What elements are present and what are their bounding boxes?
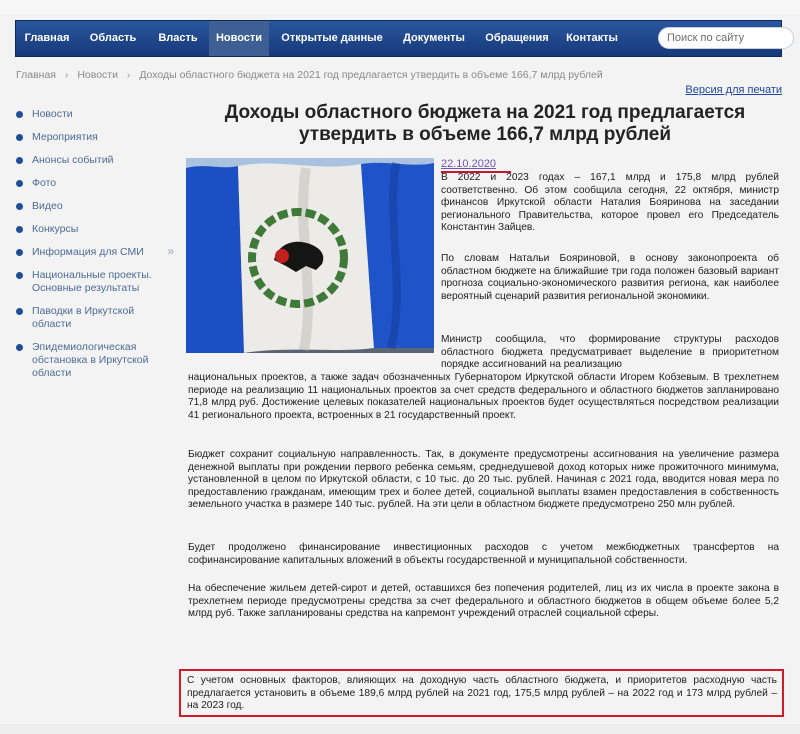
article-paragraph-6: На обеспечение жильем детей-сирот и детей, оставшихся без попечения родителей, лиц из их числа в проекте закона в трехлетнем периоде предусмотрены средства за счет федерального и областного бюджетов в общем объеме более 5,2 млрд руб. Также запланированы средства на капремонт учреждений отраслей социальной сферы. xyxy=(188,583,779,620)
double-chevron-right-icon: » xyxy=(167,244,174,258)
sidebar-item-label: Информация для СМИ xyxy=(32,246,144,258)
article-paragraph-4: Бюджет сохранит социальную направленность. Так, в документе предусмотрены ассигнования на увеличение размера денежной выплаты при рождении первого ребенка семьям, среднедушевой доход которых ниже прожиточного минимума, установленной в целом по Иркутской области, с 10 тыс. до 20 тыс. рублей. Начиная с 2021 года, вводится новая мера по предоставлению гражданам, имеющим трех и более детей, социальной выплаты взамен предоставления в собственность земельного участка в размере 140 тыс. рублей. На эти цели в областном бюджете предусмотрено 250 млн рублей. xyxy=(188,449,779,511)
bullet-icon xyxy=(16,157,23,164)
breadcrumb-separator: › xyxy=(64,69,69,81)
nav-item-region[interactable]: Область xyxy=(89,32,137,44)
sidebar-item-events[interactable] xyxy=(16,131,176,144)
sidebar-item-label: Видео xyxy=(32,200,63,212)
sidebar-item-label: Фото xyxy=(32,177,57,189)
article-paragraph-7: С учетом основных факторов, влияющих на доходную часть областного бюджета, и приоритетов расходную часть предлагается установить в объеме 189,6 млрд рублей на 2021 год, 175,5 млрд рублей – на 2022 год и 173 млрд рублей – на 2023 год. xyxy=(187,675,777,712)
sidebar-item-label: Эпидемиологическая обстановка в Иркутской области xyxy=(32,341,149,379)
sidebar-item-label: Конкурсы xyxy=(32,223,79,235)
article-title: Доходы областного бюджета на 2021 год предлагается утвердить в объеме 166,7 млрд рублей xyxy=(224,102,746,145)
bullet-icon xyxy=(16,180,23,187)
sidebar-item-media-info[interactable] xyxy=(16,246,176,259)
sidebar-item-label: Национальные проекты. Основные результаты xyxy=(32,269,152,294)
search-input[interactable] xyxy=(658,27,794,49)
nav-item-home[interactable]: Главная xyxy=(24,32,70,44)
breadcrumb-current: Доходы областного бюджета на 2021 год предлагается утвердить в объеме 166,7 млрд рублей xyxy=(139,69,603,81)
nav-item-open-data[interactable]: Открытые данные xyxy=(281,32,383,44)
sidebar-item-label: Анонсы событий xyxy=(32,154,114,166)
article-photo xyxy=(186,158,434,353)
bullet-icon xyxy=(16,111,23,118)
bullet-icon xyxy=(16,272,23,279)
bullet-icon xyxy=(16,344,23,351)
nav-item-government[interactable]: Власть xyxy=(158,32,198,44)
bullet-icon xyxy=(16,203,23,210)
sidebar-menu xyxy=(16,108,176,390)
article-paragraph-3a: Министр сообщила, что формирование структуры расходов областного бюджета предусматривает выделение в приоритетном порядке ассигнований на реализацию xyxy=(441,334,779,371)
breadcrumb-separator: › xyxy=(126,69,131,81)
breadcrumb-news[interactable]: Новости xyxy=(77,69,118,81)
bullet-icon xyxy=(16,249,23,256)
breadcrumb xyxy=(16,69,603,81)
sidebar-item-photo[interactable] xyxy=(16,177,176,190)
bullet-icon xyxy=(16,134,23,141)
top-strip xyxy=(0,0,800,14)
footer-strip xyxy=(0,724,800,734)
bullet-icon xyxy=(16,308,23,315)
sidebar-item-video[interactable] xyxy=(16,200,176,213)
sidebar-item-label: Паводки в Иркутской области xyxy=(32,305,135,330)
sidebar-item-news[interactable] xyxy=(16,108,176,121)
article-paragraph-1: В 2022 и 2023 годах – 167,1 млрд и 175,8 млрд рублей соответственно. Об этом сообщила сегодня, 22 октября, министр финансов Иркутской области Наталия Бояринова на заседании регионального Правительства, которое провел его Председатель Константин Зайцев. xyxy=(441,172,779,234)
breadcrumb-home[interactable]: Главная xyxy=(16,69,56,81)
sidebar-item-announcements[interactable] xyxy=(16,154,176,167)
sidebar-item-contests[interactable] xyxy=(16,223,176,236)
sidebar-item-label: Новости xyxy=(32,108,73,120)
highlighted-conclusion-box xyxy=(179,669,784,717)
print-version-link[interactable]: Версия для печати xyxy=(685,84,782,96)
main-navbar xyxy=(15,20,782,57)
article-paragraph-5: Будет продолжено финансирование инвестиционных расходов с учетом межбюджетных трансфертов на софинансирование капитальных вложений в объекты государственной и муниципальной собственности. xyxy=(188,542,779,566)
nav-item-news[interactable]: Новости xyxy=(209,21,269,56)
irkutsk-flag-image xyxy=(186,158,434,353)
nav-item-documents[interactable]: Документы xyxy=(403,32,465,44)
sidebar-item-national-projects[interactable] xyxy=(16,269,176,295)
sidebar-item-floods[interactable] xyxy=(16,305,176,331)
sidebar-item-label: Мероприятия xyxy=(32,131,98,143)
bullet-icon xyxy=(16,226,23,233)
nav-item-contacts[interactable]: Контакты xyxy=(566,32,618,44)
article-paragraph-3b: национальных проектов, а также задач обозначенных Губернатором Иркутской области Игорем Кобзевым. В трехлетнем периоде на реализацию 11 национальных проектов за счет средств федерального и областного бюджетов запланировано 71,8 млрд руб. Достижение целевых показателей национальных проектов будет осуществляться посредством реализации 41 регионального проекта, встроенных в 21 государственный проект. xyxy=(188,372,779,421)
sidebar-item-epidemiology[interactable] xyxy=(16,341,176,380)
article-date-link[interactable]: 22.10.2020 xyxy=(441,158,497,170)
article-paragraph-2: По словам Натальи Бояриновой, в основу законопроекта об областном бюджете на ближайшие три года положен базовый вариант прогноза социально-экономического развития региона, как наиболее вероятный сценарий развития региональной экономики. xyxy=(441,253,779,302)
nav-item-appeals[interactable]: Обращения xyxy=(485,32,549,44)
